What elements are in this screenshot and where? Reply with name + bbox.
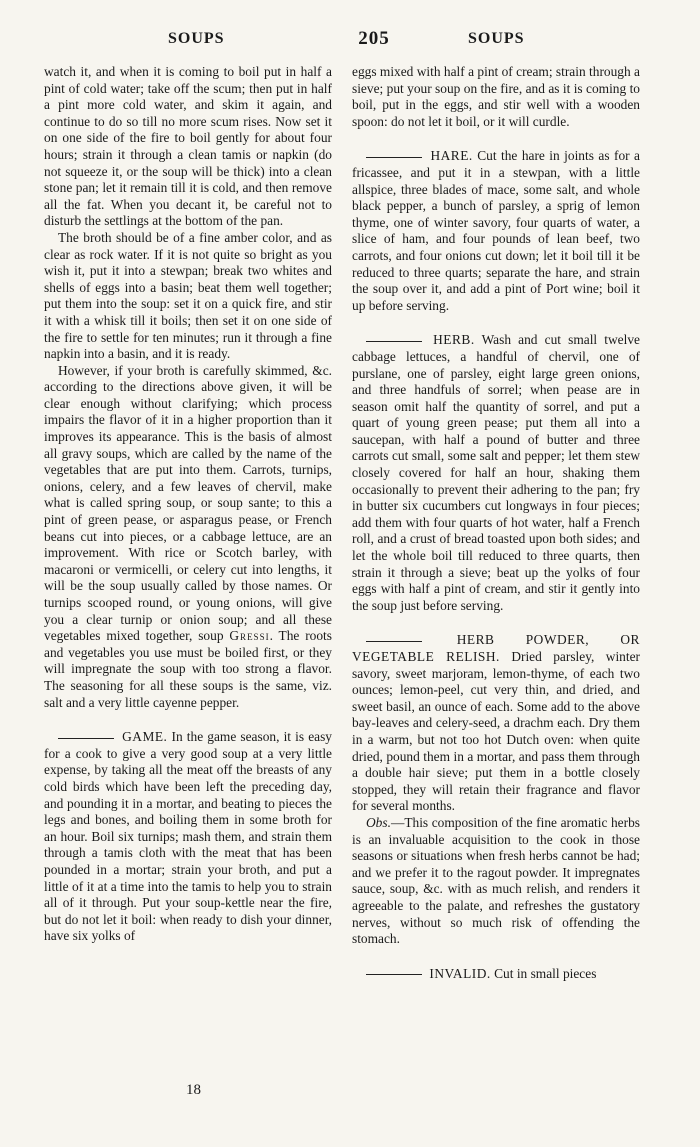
gressi-term: Gressi [229, 628, 270, 644]
gravy-soups-paragraph [44, 363, 332, 711]
herb-powder-title: HERB POWDER, OR VEGETABLE RELISH. [352, 632, 640, 664]
herb-soup-section [352, 332, 640, 614]
game-soup-section [44, 729, 332, 945]
herb-powder-section [352, 632, 640, 815]
herb-powder-text: Dried parsley, winter savory, sweet marjoram, lemon-thyme, of each two ounces; lemon-peel, cut very thin, and dried, and sweet basil, an ounce of each. Some add to the above bay-leaves and celery-seed, a drachm each. Dry them in a warm, but not too hot Dutch oven: when quite dried, pound them in a mortar, and pass them through a double hair sieve; put them in a bottle closely stopped, they will retain their fragrance and flavor for several months. [352, 649, 640, 814]
game-soup-text: In the game season, it is easy for a cook to give a very good soup at a very little expense, by taking all the meat off the breasts of any cold birds which have been left the preceding day, and pounding it in a mortar, and beating to pieces the legs and bones, and boiling them in some broth for an hour. Boil six turnips; mash them, and strain them through a tamis cloth with the meat that has been pounded in a mortar; strain your broth, and put a little of it at a time into the tamis to help you to strain all of it through. Put your soup-kettle near the fire, but do not let it boil: when ready to dish your dinner, have six yolks of [44, 729, 332, 944]
right-column [352, 64, 640, 982]
invalid-soup-section [352, 966, 640, 983]
hare-soup-section [352, 148, 640, 314]
herb-soup-title: HERB. [433, 332, 475, 348]
broth-clarify-paragraph: The broth should be of a fine amber color, and as clear as rock water. If it is not quite so bright as you wish it, put it into a stewpan; break two whites and shells of eggs into a basin; beat them well together; put them into the soup: set it on a quick fire, and stir it with a whisk till it boils; then set it on one side of the fire to settle for ten minutes; run it through a fine napkin into a basin, and it is ready. [44, 229, 332, 362]
invalid-soup-title: INVALID. [429, 965, 491, 981]
invalid-soup-text: Cut in small pieces [494, 965, 597, 981]
header-right-title: SOUPS [468, 30, 525, 47]
signature-mark: 18 [186, 1082, 201, 1098]
section-dash-rule [366, 157, 422, 158]
hare-soup-text: Cut the hare in joints as for a fricassee, and put it in a stewpan, with a little allspice, three blades of mace, some salt, and whole black pepper, a bunch of parsley, a sprig of lemon thyme, one of winter savory, four quarts of water, a slice of ham, and four pounds of lean beef, two carrots, and four onions cut down; let it boil till it be reduced to three quarts; separate the hare, and strain the soup over it, and add a pint of Port wine; boil it up before serving. [352, 148, 640, 313]
section-dash-rule [366, 641, 422, 642]
game-soup-continued: eggs mixed with half a pint of cream; strain through a sieve; put your soup on the fire, and as it is coming to boil, put in the eggs, and stir well with a wooden spoon: do not let it boil, or it will curdle. [352, 64, 640, 129]
page-number: 205 [358, 28, 390, 49]
running-header [44, 30, 642, 54]
left-column [44, 64, 332, 945]
section-dash-rule [58, 738, 114, 739]
observation-paragraph [352, 815, 640, 948]
game-soup-title: GAME. [122, 729, 168, 745]
obs-text: —This composition of the fine aromatic herbs is an invaluable acquisition to the cook in those seasons or situations when fresh herbs cannot be had; and we prefer it to the ragout powder. It impregnates sauce, soup, &c. with as much relish, and renders it agreeable to the palate, and refreshes the gustatory nerves, without so much risk of offending the stomach. [352, 814, 640, 947]
hare-soup-title: HARE. [430, 148, 473, 164]
herb-soup-text: Wash and cut small twelve cabbage lettuces, a handful of chervil, one of purslane, one of parsley, eight large green onions, and three handfuls of sorrel; when pease are in season omit half the quantity of sorrel, and put a quart of young green pease; put them all into a saucepan, with half a pound of butter and three carrots cut small, some salt and pepper; let them stew closely covered for half an hour, shaking them occasionally to prevent their adhering to the pan; fry in butter six cucumbers cut longways in four pieces; add them with four quarts of hot water, half a French roll, and a crust of bread toasted upon both sides; and let the whole boil till reduced to three quarts, then strain it through a sieve; beat up the yolks of four eggs with half a pint of cream, and stir it gently into the soup just before serving. [352, 332, 640, 613]
section-dash-rule [366, 974, 422, 975]
gravy-soups-text: However, if your broth is carefully skimmed, &c. according to the directions above given, it will be clear enough without clarifying; which process impairs the flavor of it in a higher proportion than it improves its appearance. This is the basis of almost all gravy soups, which are called by the name of the vegetables that are put into them. Carrots, turnips, onions, celery, and a few leaves of chervil, make what is called spring soup, or soup sante; to this a pint of green pease, or asparagus pease, or French beans cut into pieces, or a cabbage lettuce, are an improvement. With rice or Scotch barley, with macaroni or vermicelli, or celery cut into lengths, it will be the soup usually called by those names. Or turnips scooped round, or young onions, will give you a clear turnip or onion soup; and all these vegetables mixed together, soup [44, 362, 332, 644]
section-dash-rule [366, 341, 422, 342]
obs-label: Obs. [366, 814, 391, 830]
broth-continued-paragraph: watch it, and when it is coming to boil put in half a pint of cold water; take off the scum; then put in half a pint more cold water, and skim it again, and continue to do so till no more scum rises. Now set it on one side of the fire to boil gently for about four hours; strain it through a clean tamis or napkin (do not squeeze it, or the soup will be thick) into a clean stone pan; let it remain till it is cold, and then remove all the fat. When you decant it, be careful not to disturb the settlings at the bottom of the pan. [44, 64, 332, 229]
header-left-title: SOUPS [168, 30, 225, 47]
gravy-soups-text-end: . The roots and vegetables you use must be boiled first, or they will impregnate the soup with too strong a flavor. The seasoning for all these soups is the same, viz. salt and a very little cayenne pepper. [44, 628, 332, 710]
